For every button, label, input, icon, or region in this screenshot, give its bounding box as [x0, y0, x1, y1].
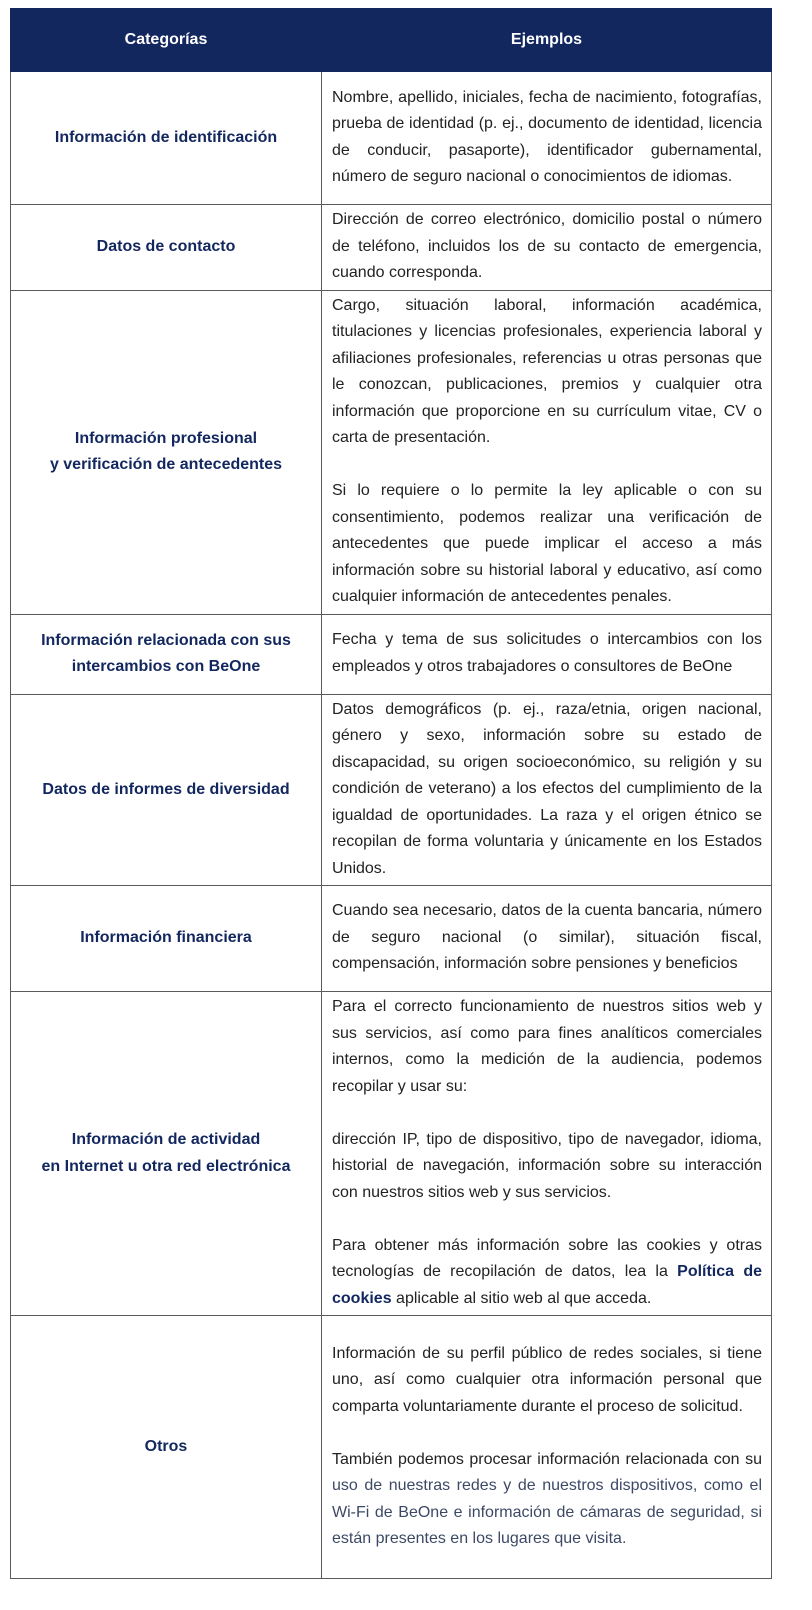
table-row — [11, 1316, 772, 1579]
examples-cell — [322, 992, 772, 1316]
examples-text — [332, 1233, 762, 1313]
examples-text: Si lo requiere o lo permite la ley aplicable o con su consentimiento, podemos realizar una verificación de antecedentes que puede implicar el acceso a más información sobre su historial laboral y educativo, así como cualquier información de antecedentes penales. — [332, 482, 762, 605]
category-label: Información de identificación — [54, 128, 278, 146]
table-row — [11, 205, 772, 291]
category-label-line-2: y verificación de antecedentes — [49, 456, 283, 473]
category-cell — [11, 1316, 322, 1579]
category-label: Información financiera — [80, 929, 252, 947]
examples-text: Información de su perfil público de redes sociales, si tiene uno, así como cualquier otra información personal que comparta voluntariamente durante el proceso de solicitud. — [332, 1344, 762, 1415]
table-row — [11, 72, 772, 205]
examples-cell — [322, 205, 772, 291]
category-cell — [11, 886, 322, 992]
category-cell — [11, 72, 322, 205]
examples-text: dirección IP, tipo de dispositivo, tipo de navegador, idioma, historial de navegación, información sobre su interacción con nuestros sitios web y sus servicios. — [332, 1130, 762, 1201]
processing-text-before: También podemos procesar información relacionada con su — [332, 1450, 762, 1468]
category-cell — [11, 694, 322, 886]
category-cell — [11, 205, 322, 291]
examples-cell — [322, 694, 772, 886]
examples-text: Para el correcto funcionamiento de nuestros sitios web y sus servicios, así como para fines analíticos comerciales internos, como la medición de la audiencia, podemos recopilar y usar su: — [332, 998, 762, 1095]
category-label-line-1: Información relacionada con sus — [41, 631, 291, 649]
examples-text — [332, 1447, 762, 1553]
examples-text: Cuando sea necesario, datos de la cuenta bancaria, número de seguro nacional (o similar), situación fiscal, compensación, información sobre pensiones y beneficios — [332, 902, 762, 973]
category-cell — [11, 614, 322, 694]
table-header-row — [11, 9, 772, 72]
category-label: Datos de contacto — [96, 238, 236, 255]
processing-text-network: uso de nuestras redes y de nuestros dispositivos, como el Wi-Fi de BeOne e información de cámaras de seguridad, si están presentes en los lugares que visita. — [332, 1477, 762, 1547]
header-examples: Ejemplos — [322, 9, 772, 72]
category-label: Otros — [144, 1437, 188, 1455]
header-categories: Categorías — [11, 9, 322, 72]
examples-text: Datos demográficos (p. ej., raza/etnia, origen nacional, género y sexo, información sobre su estado de discapacidad, su origen socioeconómico, su religión y su condición de veterano) a los efectos del cumplimiento de la igualdad de oportunidades. La raza y el origen étnico se recopilan de forma voluntaria y únicamente en los Estados Unidos. — [332, 700, 762, 877]
examples-text: Nombre, apellido, iniciales, fecha de nacimiento, fotografías, prueba de identidad (p. ej., documento de identidad, licencia de conducir, pasaporte), identificador gubernamental, número de seguro nacional o conocimientos de idiomas. — [332, 88, 762, 185]
category-label-line-2: intercambios con BeOne — [71, 658, 261, 675]
examples-text: Fecha y tema de sus solicitudes o intercambios con los empleados y otros trabajadores o consultores de BeOne — [332, 631, 762, 675]
table-row — [11, 992, 772, 1316]
personal-data-categories-table — [10, 8, 772, 1579]
examples-text: Cargo, situación laboral, información académica, titulaciones y licencias profesionales, experiencia laboral y afiliaciones profesionales, referencias u otras personas que le conozcan, publicaciones, premios y cualquier otra información que proporcione en su currículum vitae, CV o carta de presentación. — [332, 296, 762, 446]
examples-cell — [322, 614, 772, 694]
category-cell — [11, 992, 322, 1316]
examples-cell — [322, 290, 772, 614]
cookie-policy-link[interactable]: Política de cookies — [332, 1263, 762, 1307]
category-cell — [11, 290, 322, 614]
table-row — [11, 694, 772, 886]
examples-cell — [322, 886, 772, 992]
cookies-text-before: Para obtener más información sobre las cookies y otras tecnologías de recopilación de datos, lea la — [332, 1236, 762, 1280]
examples-cell — [322, 72, 772, 205]
cookies-text-after: aplicable al sitio web al que acceda. — [391, 1289, 652, 1307]
category-label-line-2: en Internet u otra red electrónica — [41, 1157, 291, 1175]
examples-text: Dirección de correo electrónico, domicilio postal o número de teléfono, incluidos los de su contacto de emergencia, cuando corresponda. — [332, 211, 762, 281]
table-row — [11, 614, 772, 694]
table-row — [11, 290, 772, 614]
table-row — [11, 886, 772, 992]
category-label-line-1: Información profesional — [74, 429, 258, 447]
examples-cell — [322, 1316, 772, 1579]
category-label: Datos de informes de diversidad — [42, 780, 290, 798]
category-label-line-1: Información de actividad — [71, 1131, 261, 1148]
